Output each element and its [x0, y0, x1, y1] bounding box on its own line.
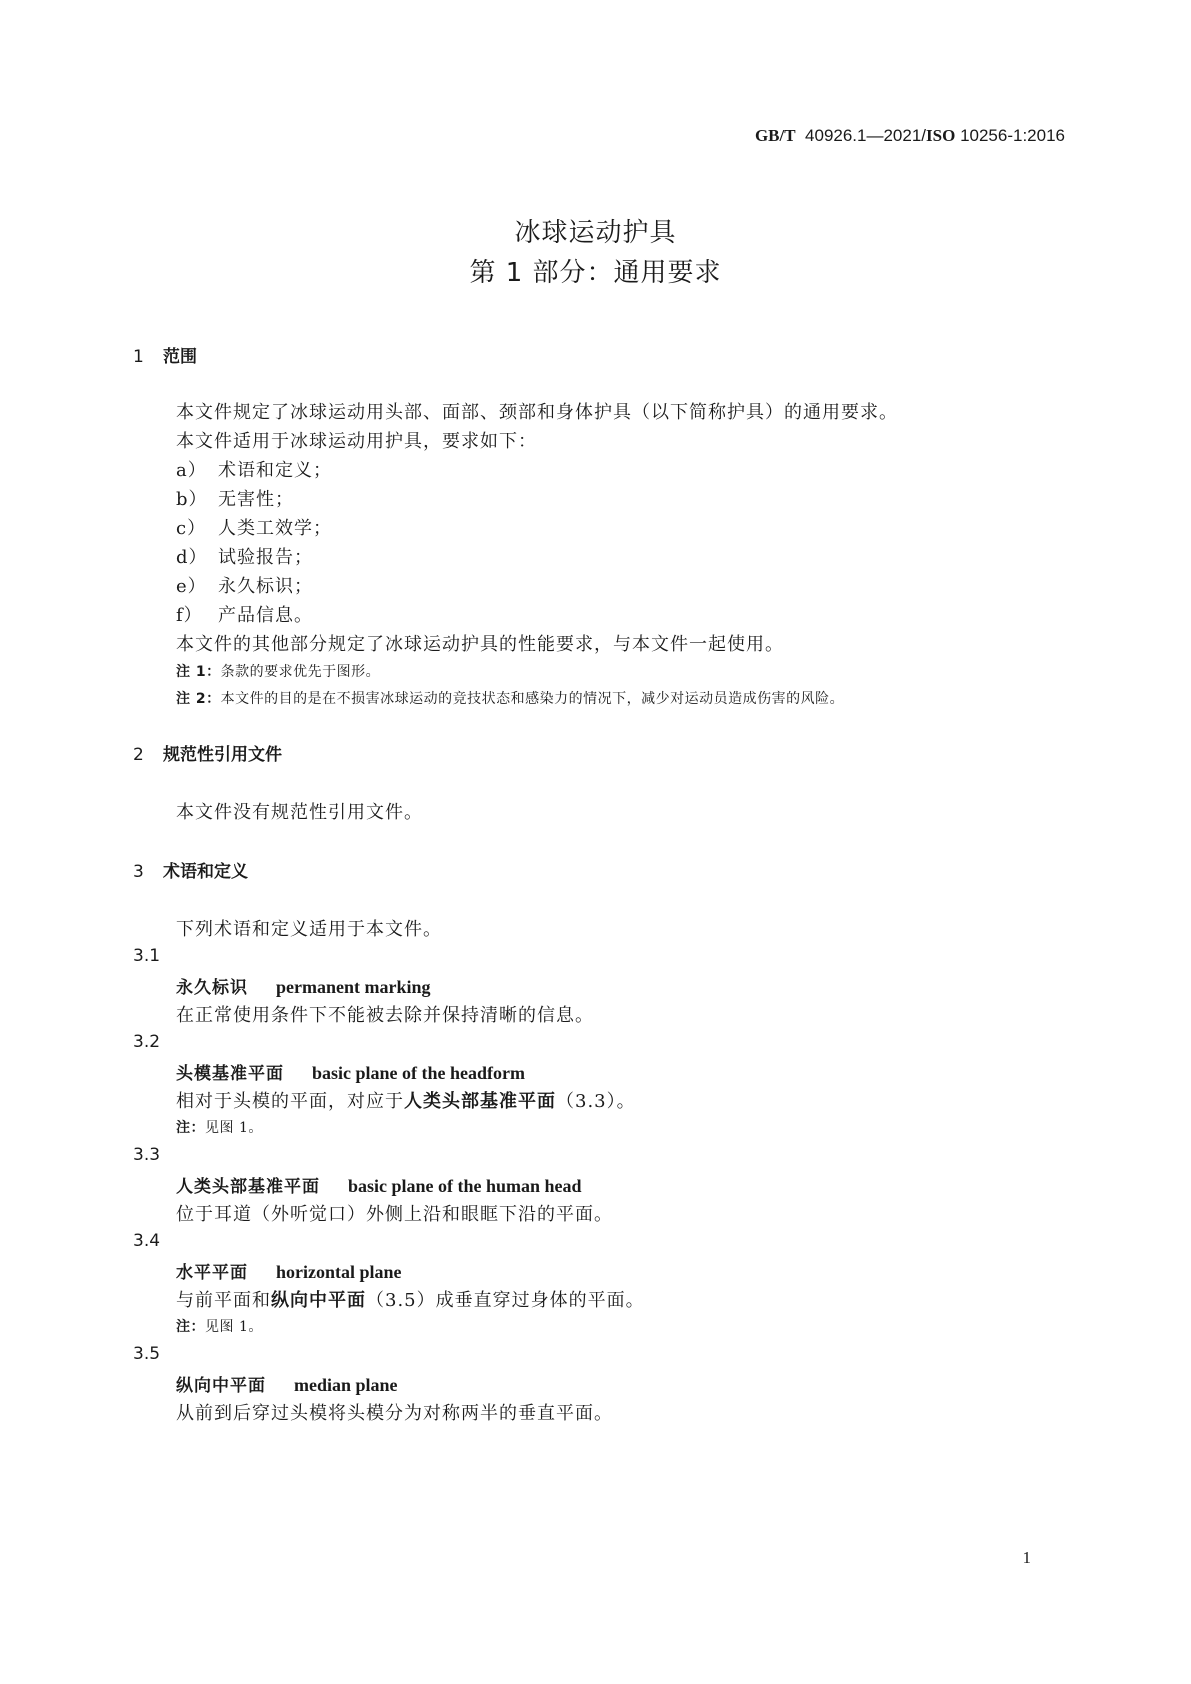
list-item: e） 永久标识； — [176, 576, 313, 597]
term-definition: 相对于头模的平面，对应于人类头部基准平面（3.3）。 — [176, 1091, 636, 1112]
list-item: f） 产品信息。 — [176, 605, 313, 626]
section-1-paragraph-2: 本文件适用于冰球运动用护具，要求如下： — [176, 431, 537, 452]
note-1: 注 1：条款的要求优先于图形。 — [176, 664, 381, 680]
section-3-heading: 3 术语和定义 — [133, 862, 248, 882]
section-1-heading: 1 范围 — [133, 347, 197, 367]
note-2: 注 2：本文件的目的是在不损害冰球运动的竞技状态和感染力的情况下，减少对运动员造成伤害的风险。 — [176, 691, 845, 707]
section-1-paragraph-3: 本文件的其他部分规定了冰球运动护具的性能要求，与本文件一起使用。 — [176, 634, 784, 655]
list-item: b） 无害性； — [176, 489, 294, 510]
standard-number: GB/T 40926.1—2021/ISO 10256-1:2016 — [754, 126, 1065, 145]
list-item: c） 人类工效学； — [176, 518, 332, 539]
term-definition: 位于耳道（外听觉口）外侧上沿和眼眶下沿的平面。 — [176, 1204, 613, 1225]
term-heading: 纵向中平面 median plane — [176, 1375, 398, 1396]
term-heading: 人类头部基准平面 basic plane of the human head — [176, 1176, 582, 1197]
section-2-paragraph-1: 本文件没有规范性引用文件。 — [176, 802, 423, 823]
term-note: 注：见图 1。 — [176, 1120, 263, 1136]
clause-number: 3.1 — [133, 946, 161, 966]
list-item: a） 术语和定义； — [176, 460, 332, 481]
term-definition: 在正常使用条件下不能被去除并保持清晰的信息。 — [176, 1005, 594, 1026]
term-definition: 与前平面和纵向中平面（3.5）成垂直穿过身体的平面。 — [176, 1290, 645, 1311]
section-2-heading: 2 规范性引用文件 — [133, 745, 282, 765]
page-number: 1 — [1022, 1548, 1031, 1567]
term-heading: 水平平面 horizontal plane — [176, 1262, 402, 1283]
document-title-line2: 第 1 部分：通用要求 — [469, 258, 722, 288]
clause-number: 3.4 — [133, 1231, 161, 1251]
term-note: 注：见图 1。 — [176, 1319, 263, 1335]
list-item: d） 试验报告； — [176, 547, 313, 568]
term-heading: 永久标识 permanent marking — [176, 977, 431, 998]
clause-number: 3.2 — [133, 1032, 161, 1052]
clause-number: 3.3 — [133, 1145, 161, 1165]
section-1-paragraph-1: 本文件规定了冰球运动用头部、面部、颈部和身体护具（以下简称护具）的通用要求。 — [176, 402, 898, 423]
section-3-paragraph-1: 下列术语和定义适用于本文件。 — [176, 919, 442, 940]
term-heading: 头模基准平面 basic plane of the headform — [176, 1063, 525, 1084]
document-title-line1: 冰球运动护具 — [514, 218, 677, 248]
clause-number: 3.5 — [133, 1344, 161, 1364]
term-definition: 从前到后穿过头模将头模分为对称两半的垂直平面。 — [176, 1403, 613, 1424]
